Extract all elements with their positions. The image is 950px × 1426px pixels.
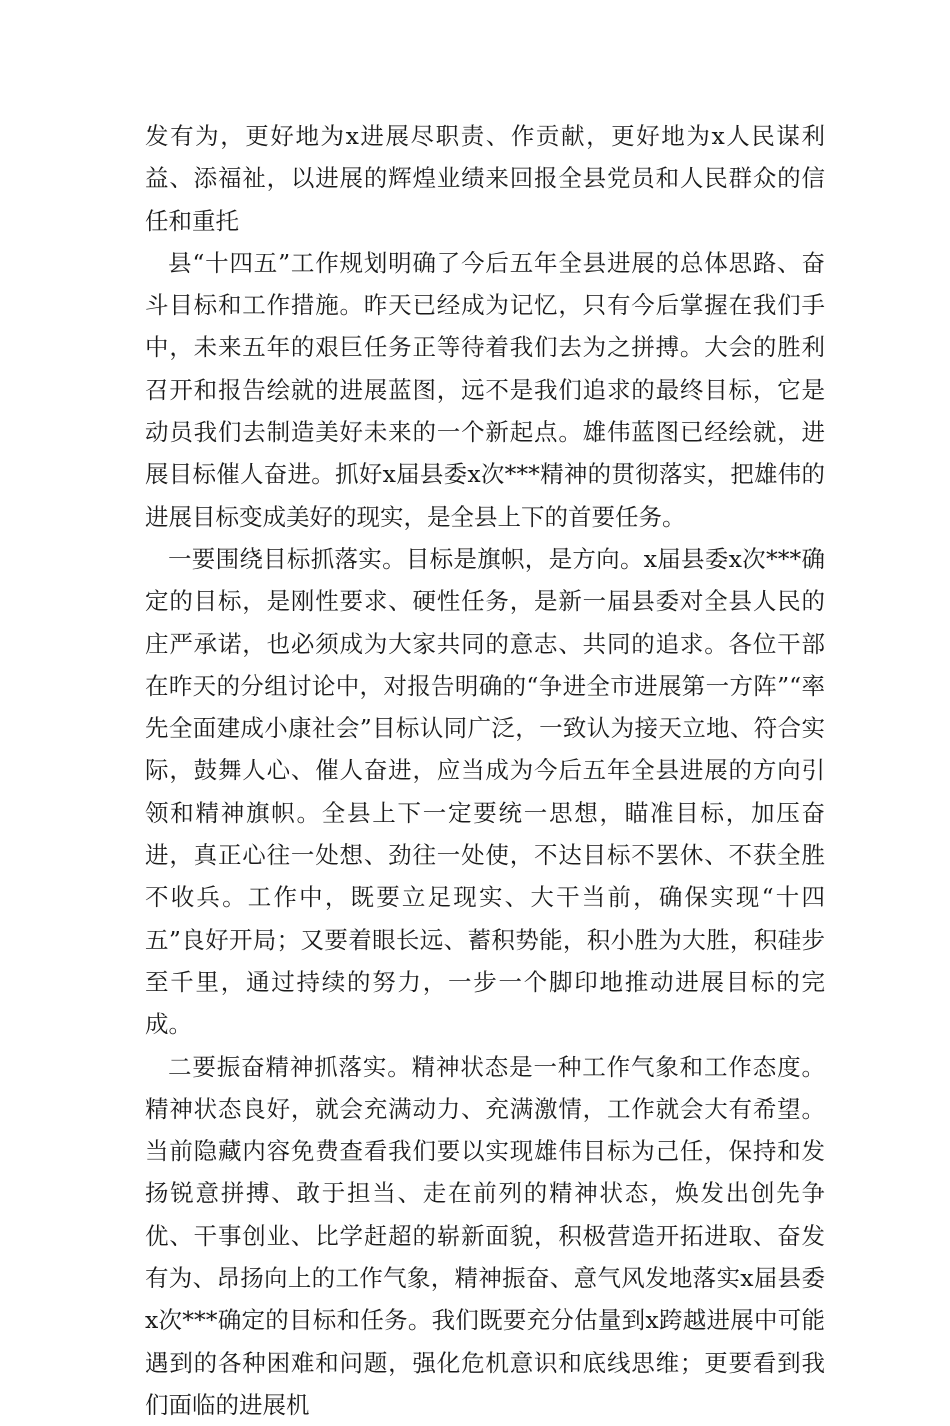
document-body: [145, 115, 825, 1426]
paragraph-plan-overview: 县“十四五”工作规划明确了今后五年全县进展的总体思路、奋斗目标和工作措施。昨天已经成为记忆，只有今后掌握在我们手中，未来五年的艰巨任务正等待着我们去为之拼搏。大会的胜利召开和报告绘就的进展蓝图，远不是我们追求的最终目标，它是动员我们去制造美好未来的一个新起点。雄伟蓝图已经绘就，进展目标催人奋进。抓好x届县委x次***精神的贯彻落实，把雄伟的进展目标变成美好的现实，是全县上下的首要任务。: [145, 248, 825, 531]
paragraph-continuation: 发有为，更好地为x进展尽职责、作贡献，更好地为x人民谋利益、添福祉，以进展的辉煌业绩来回报全县党员和人民群众的信任和重托: [145, 122, 825, 235]
paragraph-spirit-implementation: 二要振奋精神抓落实。精神状态是一种工作气象和工作态度。精神状态良好，就会充满动力、充满激情，工作就会大有希望。当前隐藏内容免费查看我们要以实现雄伟目标为己任，保持和发扬锐意拼搏、敢于担当、走在前列的精神状态，焕发出创先争优、干事创业、比学赶超的崭新面貌，积极营造开拓进取、奋发有为、昂扬向上的工作气象，精神振奋、意气风发地落实x届县委x次***确定的目标和任务。我们既要充分估量到x跨越进展中可能遇到的各种困难和问题，强化危机意识和底线思维；更要看到我们面临的进展机: [145, 1052, 825, 1419]
paragraph-goal-implementation: 一要围绕目标抓落实。目标是旗帜，是方向。x届县委x次***确定的目标，是刚性要求、硬性任务，是新一届县委对全县人民的庄严承诺，也必须成为大家共同的意志、共同的追求。各位干部在昨天的分组讨论中，对报告明确的“争进全市进展第一方阵”“率先全面建成小康社会”目标认同广泛，一致认为接天立地、符合实际，鼓舞人心、催人奋进，应当成为今后五年全县进展的方向引领和精神旗帜。全县上下一定要统一思想，瞄准目标，加压奋进，真正心往一处想、劲往一处使，不达目标不罢休、不获全胜不收兵。工作中，既要立足现实、大干当前，确保实现“十四五”良好开局；又要着眼长远、蓄积势能，积小胜为大胜，积硅步至千里，通过持续的努力，一步一个脚印地推动进展目标的完成。: [145, 544, 825, 1039]
